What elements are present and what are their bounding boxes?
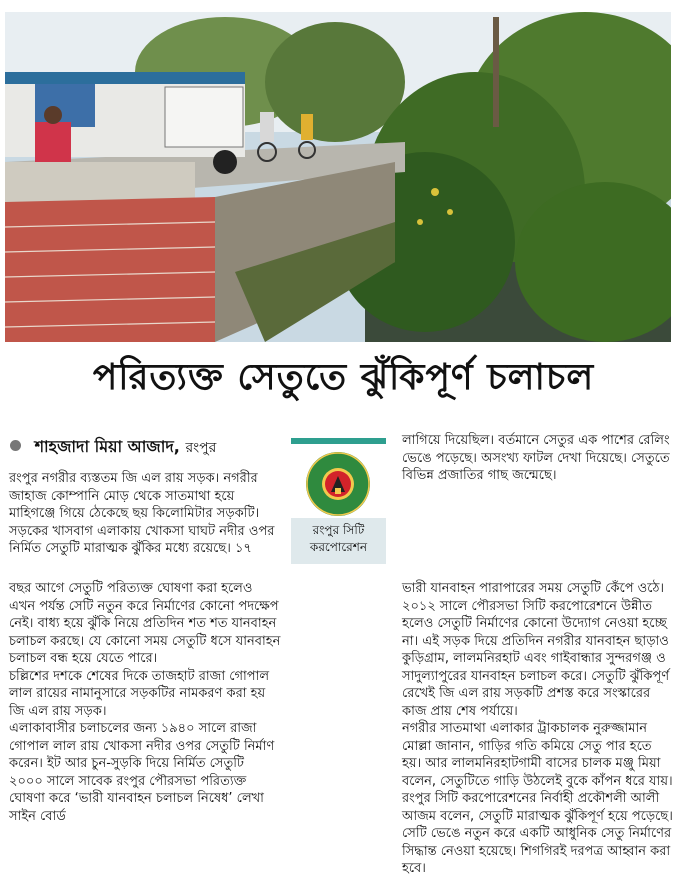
article-right-column — [402, 432, 674, 485]
article-right-lower — [402, 580, 674, 878]
logo-caption-line1: রংপুর সিটি — [312, 523, 365, 537]
paragraph: চল্লিশের দশকে শেষের দিকে তাজহাট রাজা গোপাল লাল রায়ের নামানুসারে সড়কটির নামকরণ করা হয় জি এল রায় সড়ক। — [9, 668, 270, 719]
reporter-name: শাহজাদা মিয়া আজাদ, — [34, 437, 180, 456]
article-left-lower — [9, 580, 281, 825]
paragraph: নগরীর সাতমাথা এলাকার ট্রাকচালক নুরুজ্জামান মোল্লা জানান, গাড়ির গতি কমিয়ে সেতু পার হতে হয়। আর লালমনিরহাটগামী বাসের চালক মঞ্জু মিয়া বলেন, সেতুটিতে গাড়ি উঠলেই বুকে কাঁপন ধরে যায়। রংপুর সিটি করপোরেশনের নির্বাহী প্রকৌশলী আলী আজম বলেন, সেতুটি মারাত্মক ঝুঁকিপূর্ণ হয়ে পড়েছে। সেটি ভেঙে নতুন করে একটি আধুনিক সেতু নির্মাণের সিদ্ধান্ত নেওয়া হয়েছে। শিগগিরই দরপত্র আহ্বান করা হবে। — [402, 721, 673, 876]
logo-caption — [291, 518, 386, 564]
paragraph: এলাকাবাসীর চলাচলের জন্য ১৯৪০ সালে রাজা গোপাল লাল রায় খোকসা নদীর ওপর সেতুটি নির্মাণ করেন। ইট আর চুন-সুড়কি দিয়ে নির্মিত সেতুটি ২০০০ সালে সাবেক রংপুর পৌরসভা পরিত্যক্ত ঘোষণা করে ‘ভারী যানবাহন চলাচল নিষেধ’ লেখা সাইন বোর্ড — [9, 721, 275, 824]
paragraph: বছর আগে সেতুটি পরিত্যক্ত ঘোষণা করা হলেও এখন পর্যন্ত সেটি নতুন করে নির্মাণের কোনো পদক্ষেপ নেই। বাধ্য হয়ে ঝুঁকি নিয়ে প্রতিদিন শত শত যানবাহন চলাচল করছে। যে কোনো সময় সেতুটি ধসে যানবাহন চলাচল বন্ধ হয়ে যেতে পারে। — [9, 581, 281, 666]
byline — [10, 434, 216, 461]
bullet-icon — [10, 440, 21, 451]
emblem-icon — [304, 450, 372, 518]
logo-caption-line2: করপোরেশন — [309, 540, 368, 554]
article-left-column — [9, 470, 281, 558]
byline-location: রংপুর — [185, 440, 217, 456]
paragraph: ভারী যানবাহন পারাপারের সময় সেতুটি কেঁপে ওঠে। ২০১২ সালে পৌরসভা সিটি করপোরেশনে উন্নীত হলেও সেতুটি নির্মাণের কোনো উদ্যোগ নেওয়া হচ্ছে না। এই সড়ক দিয়ে প্রতিদিন নগরীর যানবাহন ছাড়াও কুড়িগ্রাম, লালমনিরহাট এবং গাইবান্ধার সুন্দরগঞ্জ ও সাদুল্যাপুরের যানবাহন চলাচল করে। সেতুটি ঝুঁকিপূর্ণ রেখেই জি এল রায় সড়কটি প্রশস্ত করে সংস্কারের কাজ প্রায় শেষ পর্যায়ে। — [402, 581, 670, 719]
paragraph: লাগিয়ে দিয়েছিল। বর্তমানে সেতুর এক পাশের রেলিং ভেঙে পড়েছে। অসংখ্য ফাটল দেখা দিয়েছে। সেতুতে বিভিন্ন প্রজাতির গাছ জন্মেছে। — [402, 433, 670, 483]
article-lower-section — [9, 580, 673, 876]
headline: পরিত্যক্ত সেতুতে ঝুঁকিপূর্ণ চলাচল — [92, 357, 595, 398]
logo-top-bar — [291, 438, 386, 444]
bridge-photo — [5, 12, 671, 342]
bridge-illustration — [5, 12, 671, 342]
paragraph: রংপুর নগরীর ব্যস্ততম জি এল রায় সড়ক। নগরীর জাহাজ কোম্পানি মোড় থেকে সাতমাথা হয়ে মাহিগঞ্জে গিয়ে ঠেকেছে ছয় কিলোমিটার সড়কটি। সড়কের খাসবাগ এলাকায় খোকসা ঘাঘট নদীর ওপর নির্মিত সেতুটি মারাত্মক ঝুঁকির মধ্যে রয়েছে। ১৭ — [9, 471, 275, 556]
city-corporation-logo — [291, 438, 386, 568]
